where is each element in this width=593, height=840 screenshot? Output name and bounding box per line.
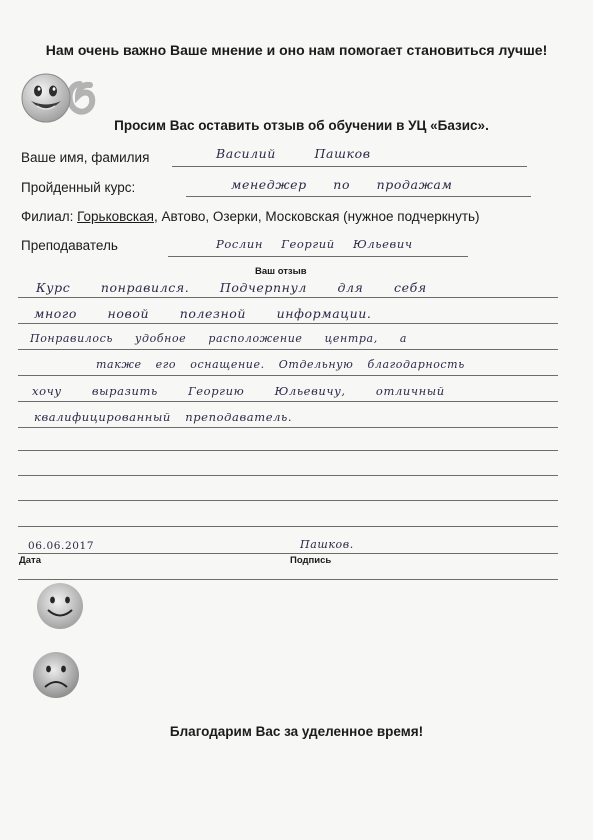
branch-options: , Автово, Озерки, Московская (нужное подчеркнуть) [153,209,480,224]
review-text-line: много новой полезной информации. [34,306,372,321]
review-line [18,427,558,428]
review-line [18,349,558,350]
teacher-label: Преподаватель [21,238,118,253]
review-text-line: квалифицированный преподаватель. [34,410,293,424]
form-subheading: Просим Вас оставить отзыв об обучении в УЦ «Базис». [114,118,489,133]
branch-prefix: Филиал: [21,209,74,224]
branch-label [21,209,480,224]
review-text-line: также его оснащение. Отдельную благодарность [96,358,465,371]
form-heading: Нам очень важно Ваше мнение и оно нам помогает становиться лучше! [45,42,548,58]
date-signature-line [18,553,558,554]
teacher-value: Рослин Георгий Юльевич [216,237,413,251]
separator-line [18,579,558,580]
review-line [18,297,558,298]
name-value: Василий Пашков [216,146,371,161]
review-text-line: хочу выразить Георгию Юльевичу, отличный [32,384,445,398]
teacher-field-line [168,256,468,257]
review-line [18,526,558,527]
review-line [18,323,558,324]
review-line [18,475,558,476]
review-text-line: Курс понравился. Подчерпнул для себя [36,280,427,295]
name-label: Ваше имя, фамилия [21,150,150,165]
happy-face-icon[interactable] [34,580,86,632]
branch-selected: Горьковская [77,209,154,224]
course-field-line [186,196,531,197]
date-value: 06.06.2017 [28,540,95,552]
course-label: Пройденный курс: [21,180,136,195]
signature-label: Подпись [290,555,332,566]
review-text-line: Понравилось удобное расположение центра, а [30,332,408,345]
review-line [18,375,558,376]
course-value: менеджер по продажам [231,177,453,192]
review-line [18,450,558,451]
review-line [18,500,558,501]
name-field-line [172,166,527,167]
signature-value: Пашков. [300,538,354,551]
sad-face-icon[interactable] [30,649,82,701]
review-line [18,401,558,402]
review-title: Ваш отзыв [255,266,307,277]
date-label: Дата [19,555,41,566]
thanks-message: Благодарим Вас за уделенное время! [169,724,424,739]
